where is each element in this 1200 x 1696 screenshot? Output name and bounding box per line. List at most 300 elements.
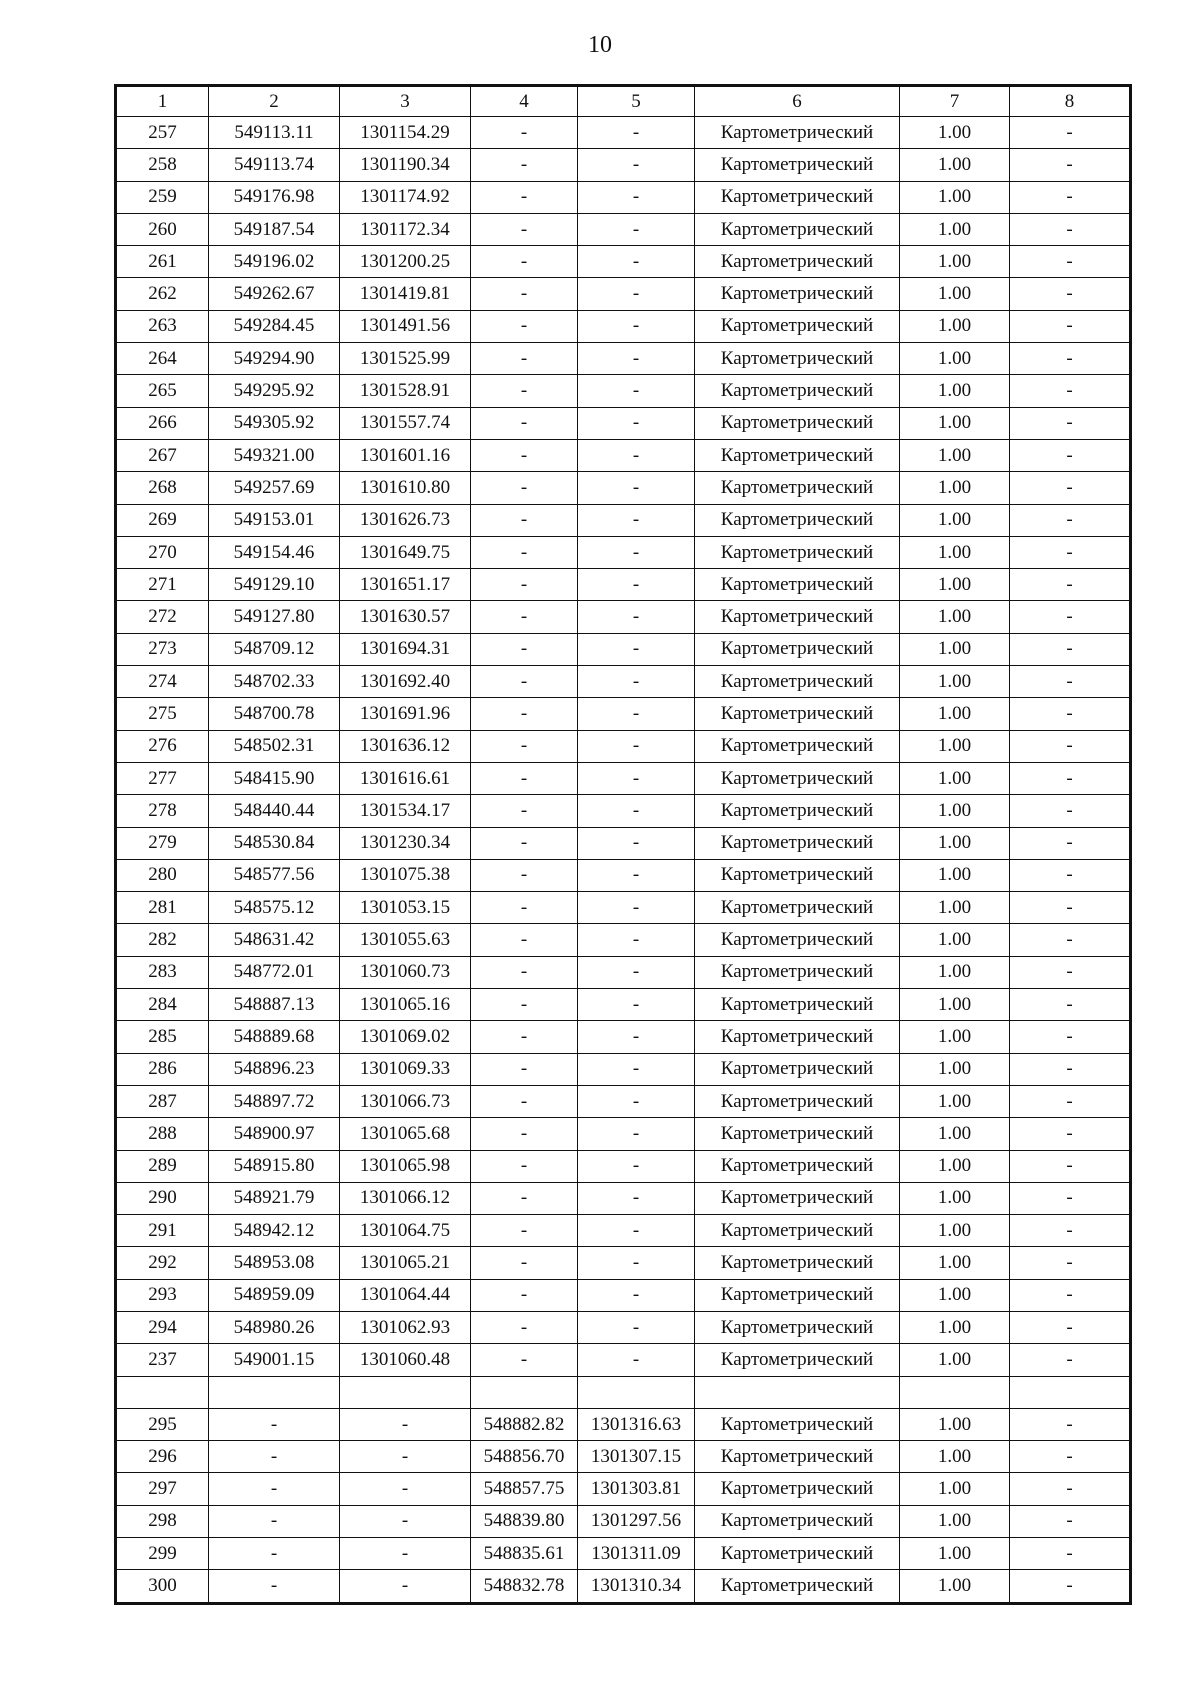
cell-y-new: - (578, 1247, 695, 1279)
cell-accuracy: 1.00 (900, 989, 1010, 1021)
cell-x-old: 548575.12 (209, 892, 340, 924)
table-row (116, 375, 1131, 407)
cell-point-number: 273 (116, 633, 209, 665)
cell-accuracy: 1.00 (900, 1247, 1010, 1279)
column-header: 7 (900, 86, 1010, 117)
cell-x-new: - (471, 375, 578, 407)
cell-accuracy: 1.00 (900, 1505, 1010, 1537)
cell-point-number: 288 (116, 1118, 209, 1150)
cell-method: Картометрический (695, 407, 900, 439)
cell-x-new: - (471, 1344, 578, 1376)
cell-x-new: - (471, 246, 578, 278)
cell-y-new: - (578, 1118, 695, 1150)
cell-x-old: 548440.44 (209, 795, 340, 827)
column-header: 5 (578, 86, 695, 117)
cell-point-number: 283 (116, 956, 209, 988)
table-row (116, 149, 1131, 181)
cell-y-old: 1301692.40 (340, 666, 471, 698)
cell-x-new: - (471, 213, 578, 245)
cell-x-new: - (471, 117, 578, 149)
cell-x-old: - (209, 1570, 340, 1603)
cell-description: - (1010, 1247, 1131, 1279)
cell-x-new: - (471, 924, 578, 956)
cell-y-new: - (578, 310, 695, 342)
cell-description: - (1010, 1473, 1131, 1505)
cell-x-new: - (471, 601, 578, 633)
cell-y-old: 1301053.15 (340, 892, 471, 924)
cell-y-new: - (578, 762, 695, 794)
cell-accuracy: 1.00 (900, 1344, 1010, 1376)
cell-y-old: 1301174.92 (340, 181, 471, 213)
cell-point-number: 282 (116, 924, 209, 956)
cell-point-number: 293 (116, 1279, 209, 1311)
table-row (116, 730, 1131, 762)
cell-description: - (1010, 569, 1131, 601)
cell-method: Картометрический (695, 278, 900, 310)
cell-method: Картометрический (695, 246, 900, 278)
table-row-empty (116, 1376, 1131, 1408)
cell-description: - (1010, 956, 1131, 988)
cell-method: Картометрический (695, 1441, 900, 1473)
cell-x-old: 549321.00 (209, 439, 340, 471)
table-row (116, 1279, 1131, 1311)
cell-method: Картометрический (695, 1247, 900, 1279)
table-row (116, 633, 1131, 665)
cell-x-old: 548921.79 (209, 1182, 340, 1214)
cell-description: - (1010, 439, 1131, 471)
cell-description: - (1010, 278, 1131, 310)
cell-y-new: - (578, 117, 695, 149)
cell-y-new: - (578, 1085, 695, 1117)
cell-point-number: 237 (116, 1344, 209, 1376)
cell-y-old: 1301491.56 (340, 310, 471, 342)
cell-y-new: - (578, 1053, 695, 1085)
cell-y-new: - (578, 730, 695, 762)
cell-x-old: - (209, 1505, 340, 1537)
cell-point-number: 281 (116, 892, 209, 924)
cell-method: Картометрический (695, 666, 900, 698)
cell-accuracy: 1.00 (900, 407, 1010, 439)
cell-description: - (1010, 1118, 1131, 1150)
cell-x-old: 549284.45 (209, 310, 340, 342)
cell-description: - (1010, 1441, 1131, 1473)
cell-accuracy: 1.00 (900, 149, 1010, 181)
cell-y-old: 1301060.73 (340, 956, 471, 988)
cell-y-old: 1301172.34 (340, 213, 471, 245)
cell-point-number: 260 (116, 213, 209, 245)
cell-y-old: - (340, 1570, 471, 1603)
cell-x-new: 548857.75 (471, 1473, 578, 1505)
table-row (116, 213, 1131, 245)
cell-y-new: - (578, 439, 695, 471)
cell-y-new: 1301297.56 (578, 1505, 695, 1537)
cell-point-number: 297 (116, 1473, 209, 1505)
cell-point-number: 285 (116, 1021, 209, 1053)
cell-description: - (1010, 504, 1131, 536)
table-row (116, 278, 1131, 310)
cell-x-new: - (471, 536, 578, 568)
cell-description: - (1010, 924, 1131, 956)
cell-description: - (1010, 213, 1131, 245)
cell-x-old: 548415.90 (209, 762, 340, 794)
cell-description: - (1010, 730, 1131, 762)
cell-accuracy: 1.00 (900, 1538, 1010, 1570)
cell-x-old: 549113.11 (209, 117, 340, 149)
cell-y-old: - (340, 1505, 471, 1537)
cell-y-old: 1301062.93 (340, 1311, 471, 1343)
cell-x-new: - (471, 504, 578, 536)
cell-description: - (1010, 762, 1131, 794)
cell-accuracy: 1.00 (900, 859, 1010, 891)
cell-accuracy: 1.00 (900, 504, 1010, 536)
cell-x-new: - (471, 472, 578, 504)
cell-y-old: - (340, 1538, 471, 1570)
cell-description: - (1010, 1085, 1131, 1117)
cell-x-old: 548502.31 (209, 730, 340, 762)
cell-point-number: 269 (116, 504, 209, 536)
cell-accuracy: 1.00 (900, 1215, 1010, 1247)
cell-x-old: 548700.78 (209, 698, 340, 730)
cell-accuracy: 1.00 (900, 1085, 1010, 1117)
cell-y-old: 1301649.75 (340, 536, 471, 568)
cell-accuracy: 1.00 (900, 698, 1010, 730)
cell-accuracy: 1.00 (900, 1021, 1010, 1053)
cell-y-old: - (340, 1473, 471, 1505)
cell-x-old: 549295.92 (209, 375, 340, 407)
cell-x-old: 548896.23 (209, 1053, 340, 1085)
table-body (116, 117, 1131, 1604)
cell-y-new: - (578, 1215, 695, 1247)
cell-x-old: 549153.01 (209, 504, 340, 536)
cell-method: Картометрический (695, 827, 900, 859)
cell-x-old: 548900.97 (209, 1118, 340, 1150)
cell-accuracy: 1.00 (900, 569, 1010, 601)
cell-x-new: - (471, 278, 578, 310)
cell-x-new: - (471, 633, 578, 665)
cell-x-old: - (209, 1473, 340, 1505)
cell-y-new: - (578, 504, 695, 536)
cell-x-new: - (471, 1182, 578, 1214)
cell-y-old: 1301154.29 (340, 117, 471, 149)
table-row (116, 1021, 1131, 1053)
cell-accuracy: 1.00 (900, 117, 1010, 149)
cell-y-old: 1301065.68 (340, 1118, 471, 1150)
cell-y-old: 1301630.57 (340, 601, 471, 633)
cell-point-number: 296 (116, 1441, 209, 1473)
cell-x-new: - (471, 956, 578, 988)
header-row (116, 86, 1131, 117)
column-header: 6 (695, 86, 900, 117)
cell-point-number: 259 (116, 181, 209, 213)
table-row (116, 181, 1131, 213)
cell-description: - (1010, 343, 1131, 375)
table-row (116, 472, 1131, 504)
cell-description: - (1010, 1150, 1131, 1182)
cell-point-number (116, 1376, 209, 1408)
column-header: 8 (1010, 86, 1131, 117)
cell-accuracy: 1.00 (900, 536, 1010, 568)
table-row (116, 1505, 1131, 1537)
cell-point-number: 298 (116, 1505, 209, 1537)
cell-description: - (1010, 1538, 1131, 1570)
cell-point-number: 261 (116, 246, 209, 278)
cell-x-new: - (471, 827, 578, 859)
cell-method: Картометрический (695, 569, 900, 601)
cell-accuracy: 1.00 (900, 439, 1010, 471)
cell-x-old: 548915.80 (209, 1150, 340, 1182)
table-row (116, 439, 1131, 471)
cell-method: Картометрический (695, 1408, 900, 1440)
cell-description: - (1010, 1053, 1131, 1085)
cell-method: Картометрический (695, 795, 900, 827)
cell-point-number: 280 (116, 859, 209, 891)
cell-accuracy: 1.00 (900, 1441, 1010, 1473)
cell-y-old: 1301651.17 (340, 569, 471, 601)
cell-y-old: 1301075.38 (340, 859, 471, 891)
cell-y-old: 1301691.96 (340, 698, 471, 730)
cell-x-old: 549176.98 (209, 181, 340, 213)
column-header: 2 (209, 86, 340, 117)
column-header: 4 (471, 86, 578, 117)
cell-y-new: - (578, 698, 695, 730)
cell-accuracy: 1.00 (900, 1408, 1010, 1440)
cell-accuracy: 1.00 (900, 278, 1010, 310)
cell-accuracy: 1.00 (900, 892, 1010, 924)
cell-description: - (1010, 536, 1131, 568)
cell-description: - (1010, 310, 1131, 342)
cell-method: Картометрический (695, 762, 900, 794)
cell-y-new: - (578, 278, 695, 310)
table-row (116, 1085, 1131, 1117)
cell-accuracy: 1.00 (900, 827, 1010, 859)
cell-description: - (1010, 1279, 1131, 1311)
cell-y-old: 1301626.73 (340, 504, 471, 536)
cell-description: - (1010, 149, 1131, 181)
cell-x-new: - (471, 1311, 578, 1343)
cell-accuracy: 1.00 (900, 343, 1010, 375)
table-row (116, 1150, 1131, 1182)
cell-accuracy: 1.00 (900, 1118, 1010, 1150)
cell-x-new: - (471, 989, 578, 1021)
cell-y-new: - (578, 859, 695, 891)
cell-x-old: 548702.33 (209, 666, 340, 698)
cell-point-number: 290 (116, 1182, 209, 1214)
cell-x-new: - (471, 343, 578, 375)
cell-description: - (1010, 989, 1131, 1021)
cell-accuracy: 1.00 (900, 1473, 1010, 1505)
cell-x-old: 548709.12 (209, 633, 340, 665)
cell-description: - (1010, 827, 1131, 859)
cell-point-number: 287 (116, 1085, 209, 1117)
cell-method: Картометрический (695, 213, 900, 245)
table-row (116, 407, 1131, 439)
cell-x-new: - (471, 1150, 578, 1182)
cell-x-old (209, 1376, 340, 1408)
cell-accuracy: 1.00 (900, 472, 1010, 504)
cell-y-new: - (578, 1182, 695, 1214)
cell-x-old: 549001.15 (209, 1344, 340, 1376)
cell-point-number: 274 (116, 666, 209, 698)
cell-x-new: - (471, 698, 578, 730)
table-row (116, 1441, 1131, 1473)
cell-y-old: 1301557.74 (340, 407, 471, 439)
table-row (116, 504, 1131, 536)
cell-accuracy: 1.00 (900, 730, 1010, 762)
cell-y-old: 1301419.81 (340, 278, 471, 310)
cell-method: Картометрический (695, 1053, 900, 1085)
cell-method: Картометрический (695, 536, 900, 568)
table-row (116, 762, 1131, 794)
cell-method: Картометрический (695, 1473, 900, 1505)
cell-x-old: 549113.74 (209, 149, 340, 181)
cell-method: Картометрический (695, 1505, 900, 1537)
cell-accuracy: 1.00 (900, 181, 1010, 213)
cell-y-old: - (340, 1408, 471, 1440)
cell-method: Картометрический (695, 1344, 900, 1376)
cell-point-number: 278 (116, 795, 209, 827)
table-row (116, 989, 1131, 1021)
cell-point-number: 299 (116, 1538, 209, 1570)
cell-description: - (1010, 1505, 1131, 1537)
table-row (116, 1473, 1131, 1505)
cell-y-old: 1301200.25 (340, 246, 471, 278)
cell-method: Картометрический (695, 698, 900, 730)
cell-y-old: 1301190.34 (340, 149, 471, 181)
cell-description: - (1010, 795, 1131, 827)
cell-x-old: 549305.92 (209, 407, 340, 439)
cell-x-new: - (471, 795, 578, 827)
table-row (116, 859, 1131, 891)
table-row (116, 698, 1131, 730)
cell-x-new: - (471, 666, 578, 698)
cell-method: Картометрический (695, 1215, 900, 1247)
cell-description: - (1010, 698, 1131, 730)
cell-method: Картометрический (695, 149, 900, 181)
cell-accuracy: 1.00 (900, 310, 1010, 342)
cell-y-new: - (578, 181, 695, 213)
cell-point-number: 257 (116, 117, 209, 149)
cell-x-new: - (471, 1118, 578, 1150)
cell-x-old: 548897.72 (209, 1085, 340, 1117)
table-row (116, 310, 1131, 342)
cell-x-new: 548856.70 (471, 1441, 578, 1473)
cell-method: Картометрический (695, 1311, 900, 1343)
cell-point-number: 300 (116, 1570, 209, 1603)
cell-x-new: 548832.78 (471, 1570, 578, 1603)
column-header: 1 (116, 86, 209, 117)
cell-method: Картометрический (695, 730, 900, 762)
cell-y-new: 1301316.63 (578, 1408, 695, 1440)
cell-point-number: 286 (116, 1053, 209, 1085)
table-row (116, 827, 1131, 859)
cell-accuracy: 1.00 (900, 601, 1010, 633)
cell-accuracy (900, 1376, 1010, 1408)
cell-x-new: - (471, 859, 578, 891)
cell-y-new: - (578, 956, 695, 988)
cell-point-number: 258 (116, 149, 209, 181)
cell-description: - (1010, 1215, 1131, 1247)
cell-x-old: - (209, 1441, 340, 1473)
column-header: 3 (340, 86, 471, 117)
cell-x-new (471, 1376, 578, 1408)
cell-point-number: 268 (116, 472, 209, 504)
cell-x-old: - (209, 1538, 340, 1570)
cell-y-old: 1301069.33 (340, 1053, 471, 1085)
cell-method: Картометрический (695, 1085, 900, 1117)
cell-x-old: 549294.90 (209, 343, 340, 375)
cell-point-number: 295 (116, 1408, 209, 1440)
cell-point-number: 267 (116, 439, 209, 471)
cell-description: - (1010, 407, 1131, 439)
cell-description: - (1010, 859, 1131, 891)
cell-description: - (1010, 633, 1131, 665)
cell-y-old: 1301069.02 (340, 1021, 471, 1053)
cell-y-new: - (578, 924, 695, 956)
table-row (116, 246, 1131, 278)
table-row (116, 1344, 1131, 1376)
cell-point-number: 277 (116, 762, 209, 794)
table-row (116, 536, 1131, 568)
cell-point-number: 264 (116, 343, 209, 375)
cell-x-new: - (471, 892, 578, 924)
cell-y-old: 1301601.16 (340, 439, 471, 471)
cell-accuracy: 1.00 (900, 213, 1010, 245)
cell-x-old: - (209, 1408, 340, 1440)
cell-point-number: 284 (116, 989, 209, 1021)
cell-x-old: 548959.09 (209, 1279, 340, 1311)
cell-x-new: - (471, 439, 578, 471)
table-row (116, 1118, 1131, 1150)
cell-x-new: - (471, 310, 578, 342)
cell-method: Картометрический (695, 1021, 900, 1053)
cell-y-old (340, 1376, 471, 1408)
cell-method: Картометрический (695, 375, 900, 407)
cell-point-number: 270 (116, 536, 209, 568)
cell-description: - (1010, 246, 1131, 278)
cell-y-old: 1301060.48 (340, 1344, 471, 1376)
cell-description: - (1010, 1570, 1131, 1603)
table-row (116, 1215, 1131, 1247)
cell-description: - (1010, 1182, 1131, 1214)
cell-method: Картометрический (695, 859, 900, 891)
cell-description: - (1010, 1344, 1131, 1376)
cell-x-new: - (471, 569, 578, 601)
cell-x-old: 549187.54 (209, 213, 340, 245)
cell-x-old: 548530.84 (209, 827, 340, 859)
table-row (116, 924, 1131, 956)
cell-method: Картометрический (695, 1118, 900, 1150)
cell-point-number: 276 (116, 730, 209, 762)
cell-y-old: 1301064.75 (340, 1215, 471, 1247)
cell-description (1010, 1376, 1131, 1408)
cell-method: Картометрический (695, 601, 900, 633)
cell-point-number: 292 (116, 1247, 209, 1279)
cell-y-old: 1301230.34 (340, 827, 471, 859)
cell-y-old: 1301065.16 (340, 989, 471, 1021)
table-row (116, 601, 1131, 633)
cell-method: Картометрический (695, 181, 900, 213)
cell-x-new: - (471, 730, 578, 762)
cell-y-old: 1301534.17 (340, 795, 471, 827)
cell-y-new: - (578, 666, 695, 698)
cell-method: Картометрический (695, 343, 900, 375)
cell-point-number: 272 (116, 601, 209, 633)
table-row (116, 117, 1131, 149)
cell-y-new: 1301303.81 (578, 1473, 695, 1505)
cell-description: - (1010, 117, 1131, 149)
cell-point-number: 289 (116, 1150, 209, 1182)
cell-x-old: 548980.26 (209, 1311, 340, 1343)
